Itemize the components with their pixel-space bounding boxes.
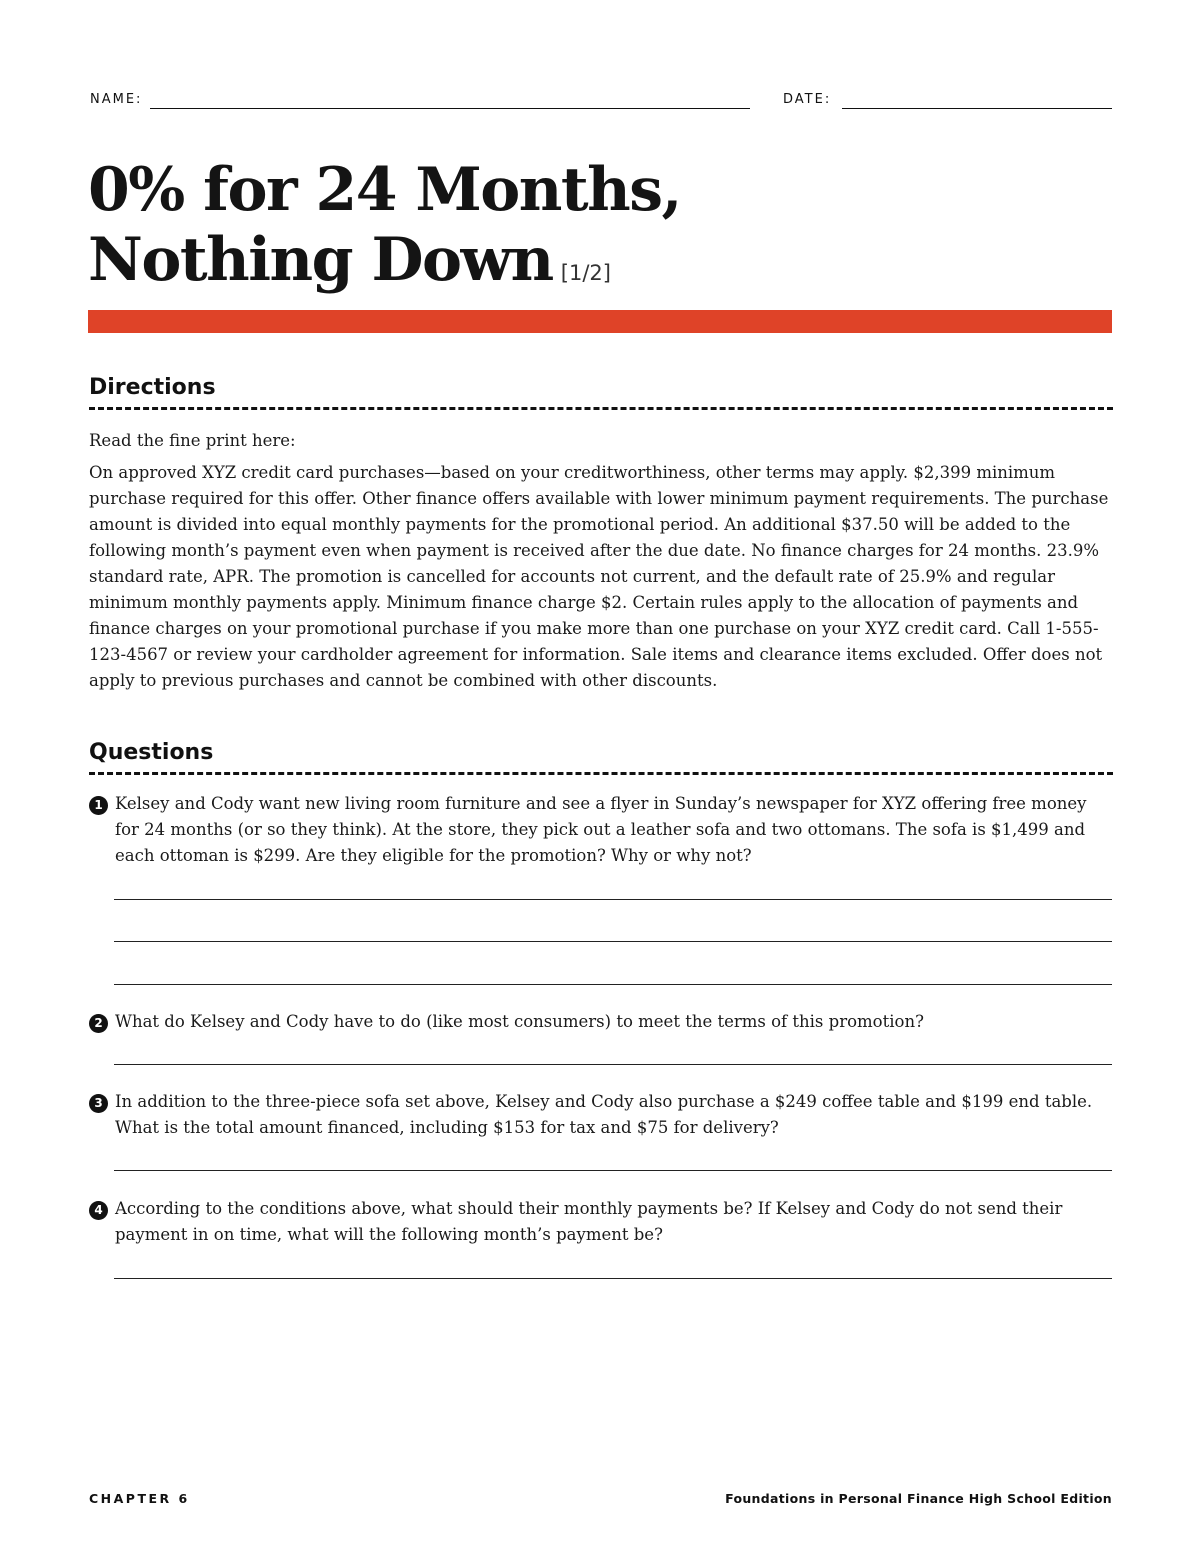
name-field[interactable] xyxy=(150,108,750,109)
directions-divider xyxy=(89,407,1113,410)
answer-line-q2-1[interactable] xyxy=(114,1064,1112,1065)
question-number-badge: 4 xyxy=(89,1201,108,1220)
directions-heading-text: Directions xyxy=(89,375,216,400)
directions-heading xyxy=(89,375,1113,400)
accent-bar xyxy=(88,310,1112,333)
question-number-badge: 3 xyxy=(89,1094,108,1113)
answer-line-q1-1[interactable] xyxy=(114,899,1112,900)
name-label: NAME: xyxy=(90,92,143,107)
question-text: According to the conditions above, what should their monthly payments be? If Kelsey and Cody do not send their payment in on time, what will the following month’s payment be? xyxy=(115,1199,1063,1244)
question-number-badge: 1 xyxy=(89,796,108,815)
answer-line-q4-1[interactable] xyxy=(114,1278,1112,1279)
title-line-2: Nothing Down xyxy=(88,225,553,295)
questions-heading-text: Questions xyxy=(89,740,214,765)
directions-intro: Read the fine print here: xyxy=(89,431,296,450)
question-text: What do Kelsey and Cody have to do (like most consumers) to meet the terms of this promotion? xyxy=(115,1012,924,1031)
question-text: Kelsey and Cody want new living room furniture and see a flyer in Sunday’s newspaper for XYZ offering free money for 24 months (or so they think). At the store, they pick out a leather sofa and two ottomans. The sofa is $1,499 and each ottoman is $299. Are they eligible for the promotion? Why or why not? xyxy=(115,794,1087,865)
footer-book-title: Foundations in Personal Finance High School Edition xyxy=(725,1491,1112,1506)
page-title xyxy=(88,155,988,308)
questions-divider xyxy=(89,772,1113,775)
footer-chapter: CHAPTER 6 xyxy=(89,1491,190,1506)
answer-line-q1-3[interactable] xyxy=(114,984,1112,985)
page-indicator: [1/2] xyxy=(560,261,611,285)
question-text: In addition to the three-piece sofa set above, Kelsey and Cody also purchase a $249 coffee table and $199 end table. What is the total amount financed, including $153 for tax and $75 for delivery? xyxy=(115,1092,1093,1137)
question-number-badge: 2 xyxy=(89,1014,108,1033)
date-label: DATE: xyxy=(783,92,832,107)
title-line-1: 0% for 24 Months, xyxy=(88,155,681,225)
title-line-2-wrap xyxy=(88,225,988,308)
date-field[interactable] xyxy=(842,108,1112,109)
fine-print-paragraph: On approved XYZ credit card purchases—based on your creditworthiness, other terms may apply. $2,399 minimum purchase required for this offer. Other finance offers available with lower minimum payment requirements. The purchase amount is divided into equal monthly payments for the promotional period. An additional $37.50 will be added to the following month’s payment even when payment is received after the due date. No finance charges for 24 months. 23.9% standard rate, APR. The promotion is cancelled for accounts not current, and the default rate of 25.9% and regular minimum monthly payments apply. Minimum finance charge $2. Certain rules apply to the allocation of payments and finance charges on your promotional purchase if you make more than one purchase on your XYZ credit card. Call 1-555-123-4567 or review your cardholder agreement for information. Sale items and clearance items excluded. Offer does not apply to previous purchases and cannot be combined with other discounts. xyxy=(89,463,1109,690)
answer-line-q1-2[interactable] xyxy=(114,941,1112,942)
name-date-row xyxy=(90,92,1112,112)
answer-line-q3-1[interactable] xyxy=(114,1170,1112,1171)
questions-heading xyxy=(89,740,1113,765)
